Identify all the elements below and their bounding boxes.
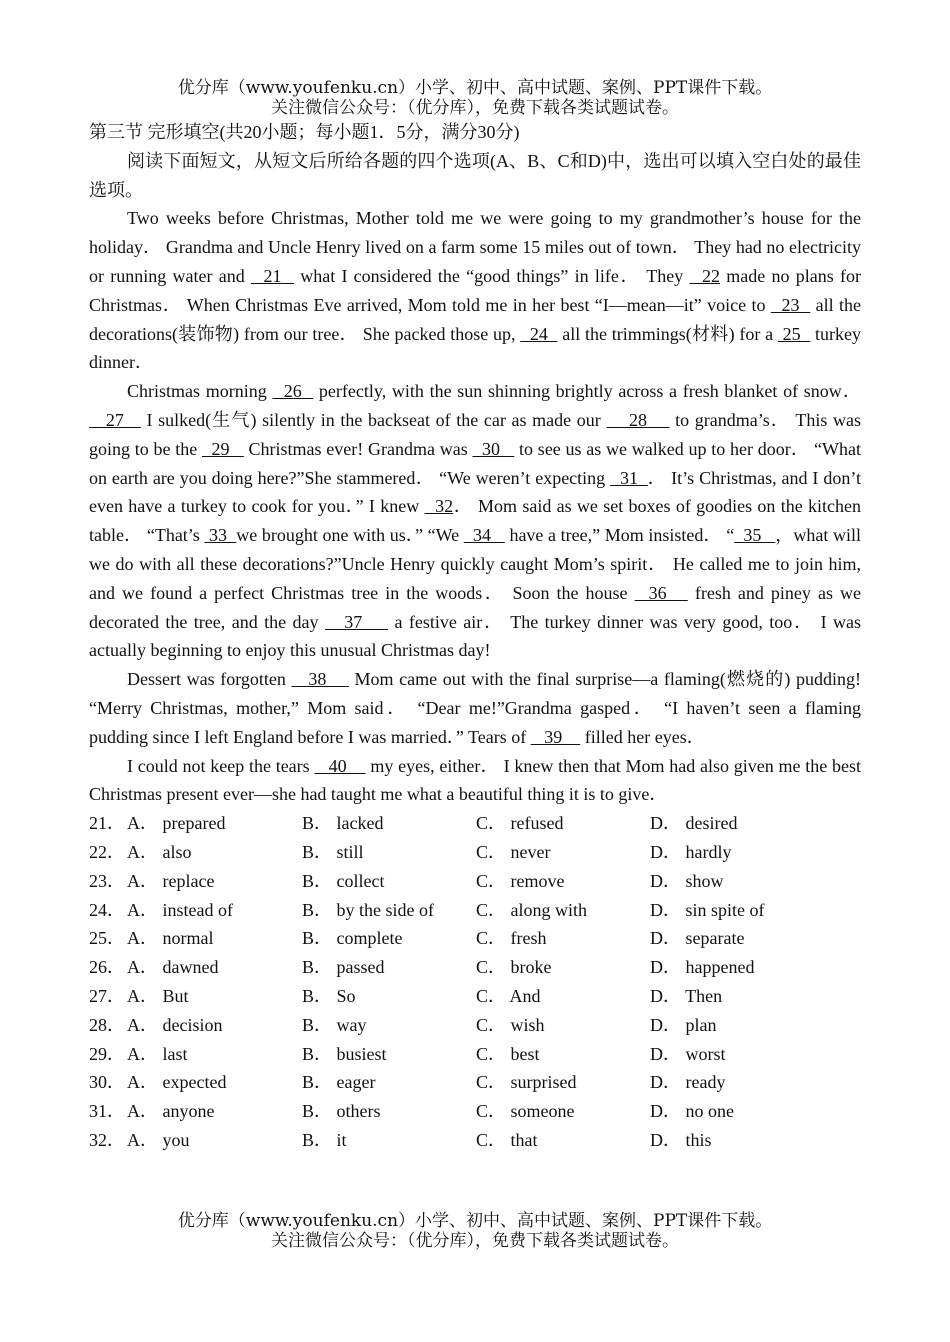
- option-a: A． last: [127, 1043, 188, 1064]
- option-a: A． prepared: [127, 813, 226, 834]
- passage-paragraph-2: [89, 377, 861, 665]
- option-a: A． also: [127, 841, 192, 862]
- option-a: A． replace: [127, 870, 215, 891]
- blank-number: 28: [606, 409, 670, 430]
- option-row: [89, 896, 861, 925]
- footer-line-2: 关注微信公众号：（优分库），免费下载各类试题试卷。: [271, 1231, 679, 1251]
- passage-text: I sulked(生气) silently in the backseat of the car as made our: [140, 409, 607, 430]
- blank-number: 37: [324, 611, 389, 632]
- options-list: [89, 809, 861, 1155]
- blank-number: 36: [634, 582, 688, 603]
- passage-text: to grandma’s． This was going to be the: [89, 409, 862, 459]
- passage-text: my eyes, either． I knew then that Mom had also given me the best Christmas present ever—she had taught me what a beautiful thing it is to give．: [89, 755, 861, 805]
- passage-paragraph-3: [89, 665, 861, 751]
- question-number: 31．: [89, 1101, 125, 1122]
- section-title: 第三节 完形填空(共20小题；每小题1．5分，满分30分): [89, 122, 520, 142]
- blank-number: 22: [689, 265, 721, 286]
- blank-number: 33: [204, 525, 237, 546]
- question-number: 26．: [89, 957, 125, 978]
- option-row: [89, 838, 861, 867]
- option-d: D． happened: [650, 957, 755, 978]
- passage-text: Mom came out with the final surprise—a flaming(燃烧的) pudding! “Merry Christmas, mother,” Mom said． “Dear me!”Grandma gasped． “I haven’t seen a flaming pudding since I left England before I was married．” Tears of: [89, 669, 861, 747]
- option-b: B． complete: [302, 928, 403, 949]
- option-c: C． remove: [476, 870, 565, 891]
- blank-number: 35: [734, 525, 776, 546]
- option-row: [89, 809, 861, 838]
- option-a: A． expected: [127, 1072, 227, 1093]
- option-d: D． worst: [650, 1043, 726, 1064]
- option-a: A． dawned: [127, 957, 219, 978]
- blank-number: 40: [314, 755, 366, 776]
- option-d: D． hardly: [650, 841, 732, 862]
- option-b: B． passed: [302, 957, 385, 978]
- option-a: A． you: [127, 1129, 190, 1150]
- blank-number: 29: [202, 438, 244, 459]
- option-d: D． this: [650, 1129, 712, 1150]
- option-d: D． no one: [650, 1101, 734, 1122]
- cloze-section: [89, 118, 861, 1155]
- question-number: 25．: [89, 928, 125, 949]
- option-row: [89, 1097, 861, 1126]
- question-number: 24．: [89, 899, 125, 920]
- option-b: B． lacked: [302, 813, 384, 834]
- option-c: C． broke: [476, 957, 552, 978]
- passage-text: Christmas morning: [127, 381, 273, 402]
- option-c: C． surprised: [476, 1072, 577, 1093]
- option-a: A． instead of: [127, 899, 233, 920]
- option-b: B． collect: [302, 870, 385, 891]
- option-c: C． fresh: [476, 928, 547, 949]
- blank-number: 39: [530, 726, 581, 747]
- question-number: 32．: [89, 1129, 125, 1150]
- passage-text: turkey dinner．: [89, 323, 861, 373]
- question-number: 23．: [89, 870, 125, 891]
- passage-paragraph-4: [89, 752, 861, 810]
- option-a: A． But: [127, 985, 189, 1006]
- page-footer: [89, 1211, 861, 1251]
- option-b: B． busiest: [302, 1043, 387, 1064]
- passage-text: have a tree,” Mom insisted． “: [504, 525, 735, 546]
- option-c: C． along with: [476, 899, 587, 920]
- passage-text: we brought one with us．” “We: [236, 525, 464, 546]
- option-row: [89, 953, 861, 982]
- footer-line-1: 优分库（www.youfenku.cn）小学、初中、高中试题、案例、PPT课件下载。: [177, 1211, 773, 1231]
- option-a: A． decision: [127, 1014, 223, 1035]
- option-row: [89, 982, 861, 1011]
- question-number: 29．: [89, 1043, 125, 1064]
- passage-text: what I considered the “good things” in life． They: [293, 265, 690, 286]
- question-number: 27．: [89, 985, 125, 1006]
- option-row: [89, 924, 861, 953]
- passage-text: Two weeks before Christmas, Mother told me we were going to my grandmother’s house for the holiday． Grandma and Uncle Henry lived on a farm some 15 miles out of town． They had no electricity or running water and: [89, 208, 861, 286]
- option-c: C． someone: [476, 1101, 575, 1122]
- option-b: B． others: [302, 1101, 381, 1122]
- instruction: 阅读下面短文，从短文后所给各题的四个选项(A、B、C和D)中，选出可以填入空白处的最佳选项。: [89, 150, 861, 200]
- option-c: C． never: [476, 841, 551, 862]
- passage-paragraph-1: [89, 204, 861, 377]
- option-b: B． by the side of: [302, 899, 434, 920]
- blank-number: 23: [770, 294, 811, 315]
- option-row: [89, 1040, 861, 1069]
- passage-text: filled her eyes．: [580, 726, 705, 747]
- passage-text: ． Mom said as we set boxes of goodies on the kitchen table． “That’s: [89, 496, 861, 546]
- option-c: C． And: [476, 985, 541, 1006]
- option-a: A． normal: [127, 928, 214, 949]
- option-d: D． desired: [650, 813, 738, 834]
- option-b: B． it: [302, 1129, 347, 1150]
- blank-number: 26: [272, 381, 314, 402]
- option-row: [89, 1126, 861, 1155]
- blank-number: 30: [472, 438, 515, 459]
- question-number: 21．: [89, 813, 125, 834]
- page-header: [89, 78, 861, 118]
- question-number: 22．: [89, 841, 125, 862]
- option-b: B． eager: [302, 1072, 376, 1093]
- passage-text: all the trimmings(材料) for a: [557, 323, 778, 344]
- passage-text: Christmas ever! Grandma was: [243, 438, 473, 459]
- option-b: B． still: [302, 841, 364, 862]
- option-c: C． refused: [476, 813, 564, 834]
- option-row: [89, 867, 861, 896]
- blank-number: 31: [610, 467, 648, 488]
- option-c: C． wish: [476, 1014, 545, 1035]
- option-d: D． plan: [650, 1014, 717, 1035]
- option-b: B． way: [302, 1014, 367, 1035]
- option-d: D． ready: [650, 1072, 726, 1093]
- option-a: A． anyone: [127, 1101, 215, 1122]
- option-c: C． that: [476, 1129, 538, 1150]
- question-number: 28．: [89, 1014, 125, 1035]
- blank-number: 32: [424, 496, 454, 517]
- blank-number: 27: [89, 409, 141, 430]
- passage-text: ． It’s Christmas, and I don’t even have a turkey to cook for you．” I knew: [89, 467, 861, 517]
- option-row: [89, 1011, 861, 1040]
- blank-number: 24: [520, 323, 558, 344]
- blank-number: 34: [463, 525, 505, 546]
- passage-text: fresh and piney as we decorated the tree, and the day: [89, 582, 861, 632]
- passage-text: perfectly, with the sun shinning brightly across a fresh blanket of snow．: [313, 381, 862, 402]
- blank-number: 38: [291, 669, 349, 690]
- passage-text: a festive air． The turkey dinner was very good, too． I was actually beginning to enjoy this unusual Christmas day!: [89, 611, 862, 661]
- option-c: C． best: [476, 1043, 540, 1064]
- blank-number: 21: [250, 265, 294, 286]
- option-d: D． show: [650, 870, 724, 891]
- option-d: D． separate: [650, 928, 745, 949]
- passage-text: made no plans for Christmas． When Christmas Eve arrived, Mom told me in her best “I—mean—it” voice to: [89, 265, 861, 315]
- passage-text: ，what will we do with all these decorations?”Uncle Henry quickly caught Mom’s spirit． He called me to join him, and we found a perfect Christmas tree in the woods． Soon the house: [89, 525, 862, 603]
- passage-text: Dessert was forgotten: [127, 669, 292, 690]
- option-b: B． So: [302, 985, 356, 1006]
- option-d: D． Then: [650, 985, 723, 1006]
- option-d: D． sin spite of: [650, 899, 765, 920]
- passage-text: I could not keep the tears: [127, 755, 315, 776]
- header-line-1: 优分库（www.youfenku.cn）小学、初中、高中试题、案例、PPT课件下载。: [177, 78, 773, 98]
- question-number: 30．: [89, 1072, 125, 1093]
- header-line-2: 关注微信公众号：（优分库），免费下载各类试题试卷。: [271, 98, 679, 118]
- passage-text: all the decorations(装饰物) from our tree． She packed those up,: [89, 294, 861, 344]
- option-row: [89, 1068, 861, 1097]
- passage-text: to see us as we walked up to her door． “What on earth are you doing here?”She stammered． “We weren’t expecting: [89, 438, 862, 488]
- blank-number: 25: [777, 323, 811, 344]
